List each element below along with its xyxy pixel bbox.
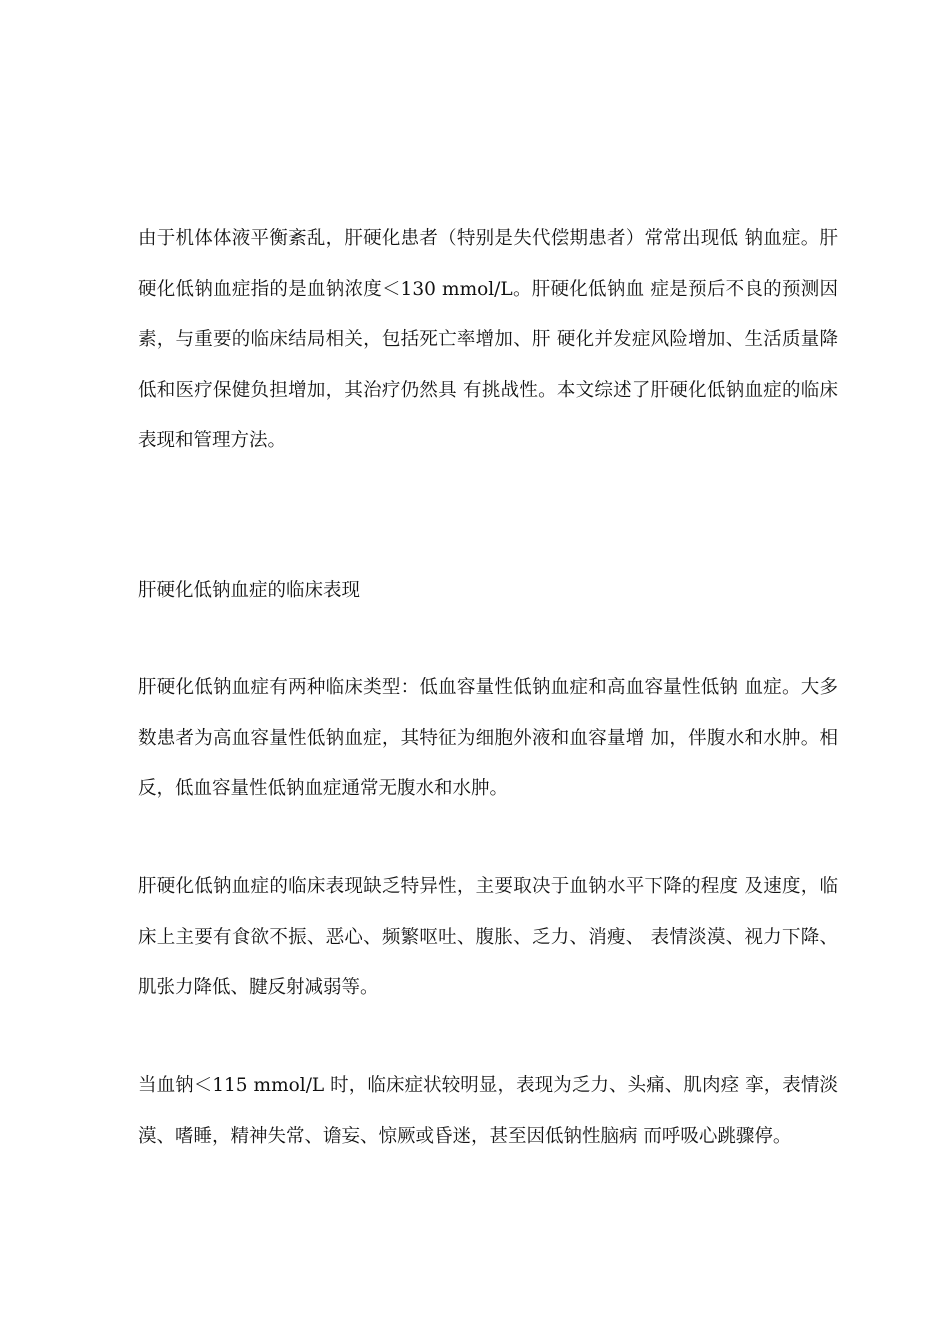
clinical-types-paragraph: 肝硬化低钠血症有两种临床类型：低血容量性低钠血症和高血容量性低钠 血症。大多数患者为高血容量性低钠血症，其特征为细胞外液和血容量增 加，伴腹水和水肿。相反，低血容量性低钠血症通常无腹水和水肿。 <box>138 677 838 800</box>
severe-symptoms-paragraph: 当血钠＜115 mmol/L 时，临床症状较明显，表现为乏力、头痛、肌肉痉 挛，表情淡漠、嗜睡，精神失常、谵妄、惊厥或昏迷，甚至因低钠性脑病 而呼吸心跳骤停。 <box>138 1075 838 1147</box>
intro-paragraph: 由于机体体液平衡紊乱，肝硬化患者（特别是失代偿期患者）常常出现低 钠血症。肝硬化低钠血症指的是血钠浓度＜130 mmol/L。肝硬化低钠血 症是预后不良的预测因素，与重要的临床结局相关，包括死亡率增加、肝 硬化并发症风险增加、生活质量降低和医疗保健负担增加，其治疗仍然具 有挑战性。本文综述了肝硬化低钠血症的临床表现和管理方法。 <box>138 228 838 452</box>
clinical-manifestations-paragraph: 肝硬化低钠血症的临床表现缺乏特异性，主要取决于血钠水平下降的程度 及速度，临床上主要有食欲不振、恶心、频繁呕吐、腹胀、乏力、消瘦、 表情淡漠、视力下降、肌张力降低、腱反射减弱等。 <box>138 876 838 999</box>
section-title: 肝硬化低钠血症的临床表现 <box>138 580 361 601</box>
